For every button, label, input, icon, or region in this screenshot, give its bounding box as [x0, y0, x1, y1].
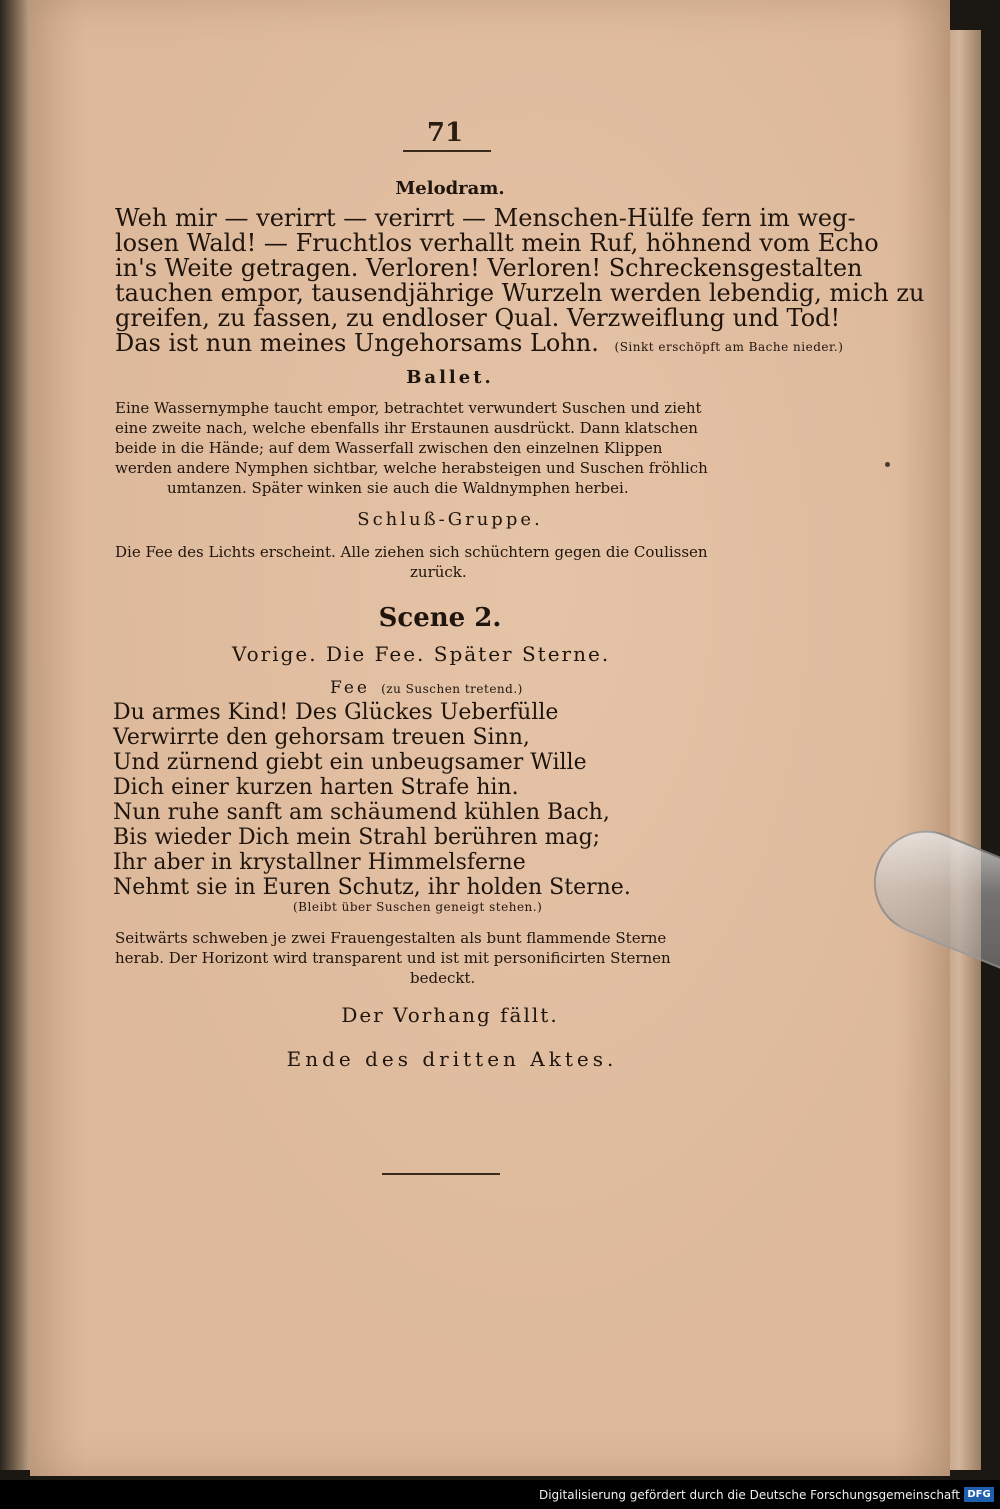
text-line: losen Wald! — Fruchtlos verhallt mein Ruf, höhnend vom Echo — [115, 229, 879, 257]
curtain-line: Der Vorhang fällt. — [341, 1003, 559, 1027]
text-line — [115, 329, 844, 360]
text-line: tauchen empor, tausendjährige Wurzeln werden lebendig, mich zu — [115, 279, 925, 307]
speaker-direction: (zu Suschen tretend.) — [381, 682, 523, 696]
melodram-text — [115, 204, 925, 360]
melodram-heading: Melodram. — [395, 178, 505, 199]
verse-direction: (Bleibt über Suschen geneigt stehen.) — [293, 900, 543, 914]
text-line: umtanzen. Später winken sie auch die Waldnymphen herbei. — [167, 479, 629, 497]
text-line: werden andere Nymphen sichtbar, welche herabsteigen und Suschen fröhlich — [115, 459, 708, 477]
text-line: herab. Der Horizont wird transparent und ist mit personificirten Sternen — [115, 949, 671, 967]
verse-line: Nehmt sie in Euren Schutz, ihr holden Sterne. — [113, 875, 631, 900]
previous-page-edge — [0, 0, 34, 1470]
verse-line: Verwirrte den gehorsam treuen Sinn, — [113, 725, 530, 750]
verse-line: Und zürnend giebt ein unbeugsamer Wille — [113, 750, 587, 775]
text-line: Seitwärts schweben je zwei Frauengestalten als bunt flammende Sterne — [115, 929, 667, 947]
schluss-gruppe-heading: Schluß-Gruppe. — [357, 509, 543, 530]
verse-line: Nun ruhe sanft am schäumend kühlen Bach, — [113, 800, 610, 825]
text-line: eine zweite nach, welche ebenfalls ihr Erstaunen ausdrückt. Dann klatschen — [115, 419, 698, 437]
verse-line: Bis wieder Dich mein Strahl berühren mag; — [113, 825, 601, 850]
text-line: Die Fee des Lichts erscheint. Alle ziehen sich schüchtern gegen die Coulissen — [115, 543, 708, 561]
page-speck — [885, 462, 890, 467]
text-line: zurück. — [410, 563, 467, 581]
scene-characters: Vorige. Die Fee. Später Sterne. — [232, 642, 611, 666]
verse-line: Ihr aber in krystallner Himmelsferne — [113, 850, 526, 875]
scene-heading: Scene 2. — [378, 603, 502, 633]
verse-block — [113, 700, 633, 900]
stage-direction: (Sinkt erschöpft am Bache nieder.) — [614, 340, 844, 354]
speaker-name: Fee — [330, 678, 370, 698]
ballet-text — [115, 398, 775, 498]
header-rule — [403, 150, 491, 152]
text-line: bedeckt. — [410, 969, 476, 987]
closing-text — [115, 928, 775, 988]
schluss-gruppe-text — [115, 542, 780, 582]
text-line: Weh mir — verirrt — verirrt — Menschen-Hülfe fern im weg- — [115, 204, 856, 232]
text-line: beide in die Hände; auf dem Wasserfall zwischen den einzelnen Klippen — [115, 439, 663, 457]
text-line: greifen, zu fassen, zu endloser Qual. Verzweiflung und Tod! — [115, 304, 841, 332]
text-line: Eine Wassernymphe taucht empor, betrachtet verwundert Suschen und zieht — [115, 399, 702, 417]
ballet-heading: Ballet. — [406, 367, 494, 388]
dfg-logo: DFG — [964, 1487, 994, 1502]
verse-line: Du armes Kind! Des Glückes Ueberfülle — [113, 700, 559, 725]
footer-text: Digitalisierung gefördert durch die Deutsche Forschungsgemeinschaft — [538, 1488, 960, 1502]
verse-line: Dich einer kurzen harten Strafe hin. — [113, 775, 519, 800]
footer-bar — [0, 1480, 1000, 1509]
text-line: in's Weite getragen. Verloren! Verloren! Schreckensgestalten — [115, 254, 863, 282]
speaker-line — [330, 678, 590, 698]
act-end-line: Ende des dritten Aktes. — [286, 1047, 618, 1071]
text-line-content: Das ist nun meines Ungehorsams Lohn. — [115, 329, 599, 357]
footer-rule — [382, 1173, 500, 1175]
page-number: 71 — [426, 118, 464, 148]
